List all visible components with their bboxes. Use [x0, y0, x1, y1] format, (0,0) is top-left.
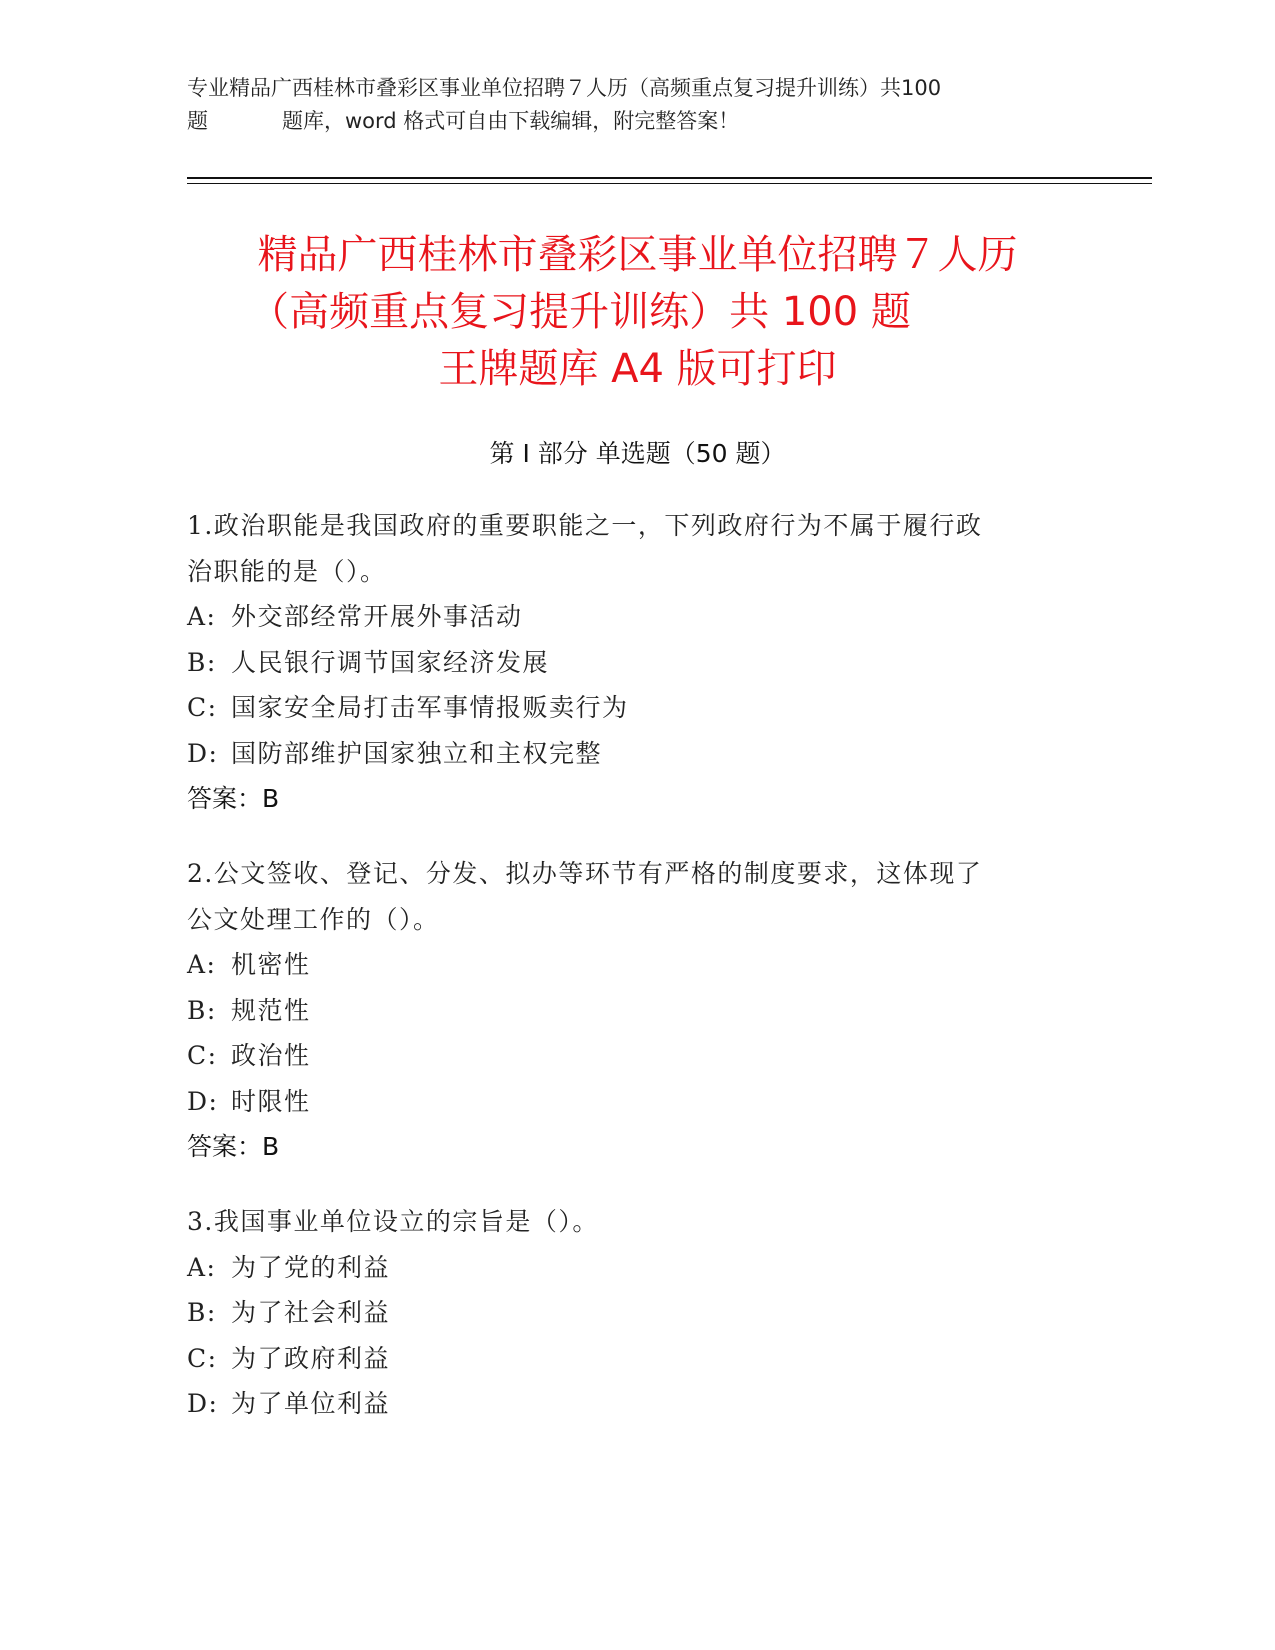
question-stem: 2.公文签收、登记、分发、拟办等环节有严格的制度要求，这体现了 [187, 859, 983, 888]
option-text: 机密性 [231, 950, 311, 979]
question-2 [187, 851, 1087, 1170]
option-c [187, 685, 1087, 731]
option-d [187, 1079, 1087, 1125]
option-letter: B: [187, 1298, 217, 1327]
option-b [187, 988, 1087, 1034]
option-text: 国防部维护国家独立和主权完整 [231, 738, 603, 768]
header-line-2-right: 题库，word 格式可自由下载编辑，附完整答案！ [282, 109, 740, 133]
option-text: 时限性 [231, 1086, 311, 1116]
option-b [187, 640, 1087, 686]
title-line-1: 精品广西桂林市叠彩区事业单位招聘７人历 [257, 232, 1018, 278]
option-text: 为了政府利益 [231, 1343, 391, 1373]
option-d [187, 1381, 1087, 1427]
option-text: 政治性 [231, 1041, 311, 1070]
document-title [150, 227, 1125, 398]
title-line-3: 王牌题库 A4 版可打印 [438, 346, 837, 392]
option-a [187, 1245, 1087, 1291]
question-stem-continued: 治职能的是（）。 [187, 556, 387, 586]
question-stem: 1.政治职能是我国政府的重要职能之一，下列政府行为不属于履行政 [187, 511, 983, 540]
option-letter: A: [187, 602, 217, 631]
question-3 [187, 1199, 1087, 1427]
header-line-1: 专业精品广西桂林市叠彩区事业单位招聘７人历（高频重点复习提升训练）共100 [187, 76, 942, 100]
option-text: 为了党的利益 [231, 1252, 391, 1282]
option-letter: C: [187, 693, 218, 722]
header-line-2 [187, 105, 1087, 138]
option-c [187, 1033, 1087, 1079]
option-d [187, 731, 1087, 777]
answer: 答案：B [187, 784, 280, 813]
option-a [187, 594, 1087, 640]
option-letter: A: [187, 1252, 217, 1282]
option-text: 为了社会利益 [231, 1298, 391, 1327]
header-note [187, 72, 1087, 138]
title-line-2: （高频重点复习提升训练）共 100 题 [249, 289, 911, 335]
section-title: 第 I 部分 单选题（50 题） [489, 439, 786, 468]
option-letter: A: [187, 950, 217, 979]
option-a [187, 942, 1087, 988]
option-text: 规范性 [231, 995, 311, 1025]
option-letter: B: [187, 647, 217, 677]
option-c [187, 1336, 1087, 1382]
option-letter: B: [187, 995, 217, 1025]
option-letter: D: [187, 1389, 219, 1418]
option-letter: D: [187, 1086, 219, 1116]
option-text: 人民银行调节国家经济发展 [231, 647, 550, 677]
question-1 [187, 503, 1087, 822]
option-letter: D: [187, 738, 219, 768]
option-text: 外交部经常开展外事活动 [231, 602, 523, 631]
header-line-2-left: 题 [187, 109, 208, 133]
option-b [187, 1290, 1087, 1336]
option-text: 国家安全局打击军事情报贩卖行为 [231, 693, 629, 722]
answer: 答案：B [187, 1132, 280, 1161]
option-letter: C: [187, 1343, 218, 1373]
header-rule-thick [187, 177, 1152, 179]
question-stem-continued: 公文处理工作的（）。 [187, 904, 440, 934]
question-stem: 3.我国事业单位设立的宗旨是（）。 [187, 1207, 599, 1236]
header-rule-thin [187, 183, 1152, 184]
option-letter: C: [187, 1041, 218, 1070]
option-text: 为了单位利益 [231, 1389, 391, 1418]
